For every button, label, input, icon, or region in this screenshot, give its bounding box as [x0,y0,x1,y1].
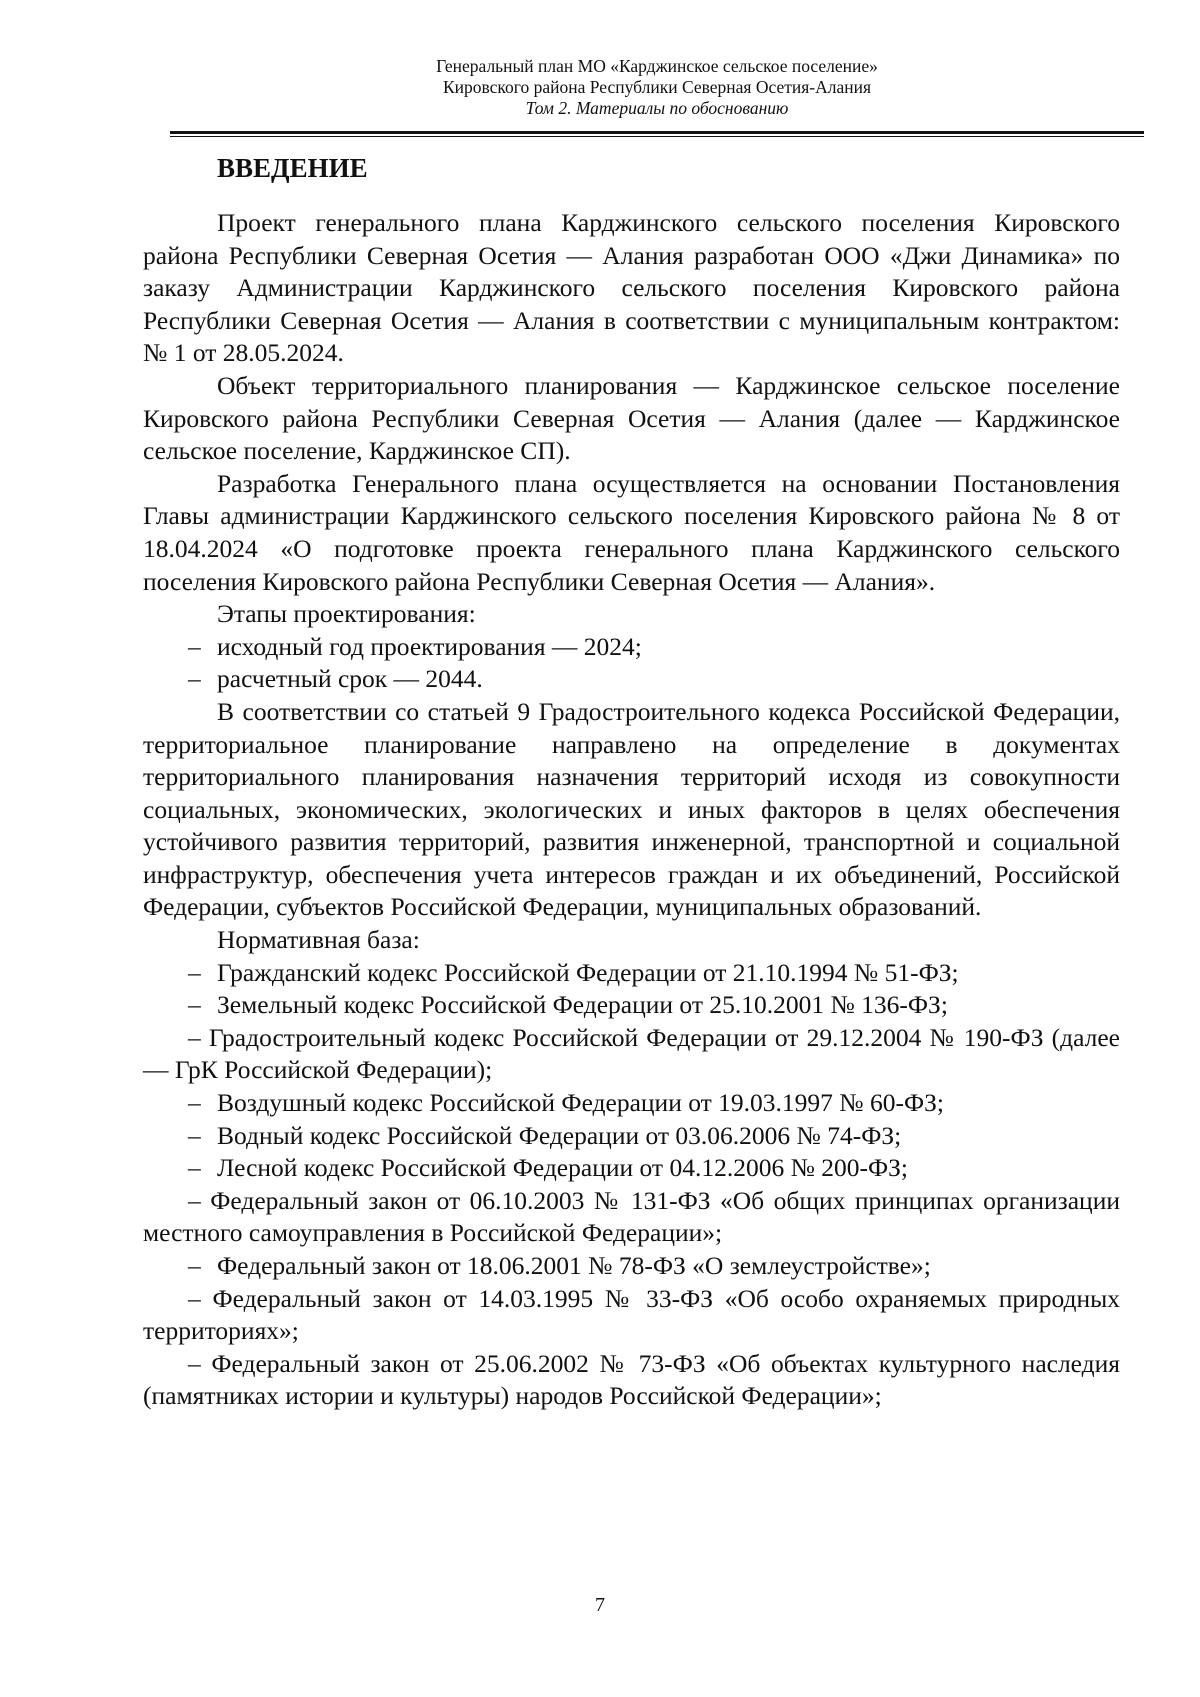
list-item-law: – Гражданский кодекс Российской Федерации от 21.10.1994 № 51-ФЗ; [143,957,1120,990]
paragraph-stages-heading: Этапы проектирования: [217,599,476,629]
paragraph-project: Проект генерального плана Карджинского сельского поселения Кировского района Республики Северная Осетия — Алания разработан ООО «Джи Динамика» по заказу Администрации Карджинского сельского поселения Кировского района Республики Северная Осетия — Алания в соответствии с муниципальным контрактом: № 1 от 28.05.2024. [143,208,1120,368]
list-item-law: – Федеральный закон от 14.03.1995 № 33-ФЗ «Об особо охраняемых природных территориях»; [143,1283,1121,1346]
page-number: 7 [595,1594,605,1616]
dash-marker: – [188,957,201,987]
page-body [143,151,1120,1413]
header-rule-thick [170,131,1144,134]
paragraph-normative-heading: Нормативная база: [217,925,420,955]
paragraph-basis: Разработка Генерального плана осуществляется на основании Постановления Главы администрации Карджинского сельского поселения Кировского района № 8 от 18.04.2024 «О подготовке проекта генерального плана Карджинского сельского поселения Кировского района Республики Северная Осетия — Алания». [143,468,1120,596]
header-line-1: Генеральный план МО «Карджинское сельское поселение» [436,56,878,76]
paragraph-planning: В соответствии со статьей 9 Градостроительного кодекса Российской Федерации, территориальное планирование направлено на определение в документах территориального планирования назначения территорий исходя из совокупности социальных, экономических, экологических и иных факторов в целях обеспечения устойчивого развития территорий, развития инженерной, транспортной и социальной инфраструктур, обеспечения учета интересов граждан и их объединений, Российской Федерации, субъектов Российской Федерации, муниципальных образований. [143,696,1120,922]
dash-marker: – [188,1251,201,1280]
header-line-2: Кировского района Республики Северная Осетия-Алания [442,77,872,97]
list-item-law: – Федеральный закон от 06.10.2003 № 131-ФЗ «Об общих принципах организации местного самоуправления в Российской Федерации»; [143,1185,1120,1248]
dash-marker: – [188,631,201,661]
list-item-law: – Воздушный кодекс Российской Федерации от 19.03.1997 № 60-ФЗ; [143,1087,1120,1120]
section-title: ВВЕДЕНИЕ [217,153,368,183]
list-item-law: – Лесной кодекс Российской Федерации от 04.12.2006 № 200-ФЗ; [143,1152,1120,1185]
list-item-law: – Водный кодекс Российской Федерации от 03.06.2006 № 74-ФЗ; [143,1120,1120,1153]
running-header [170,56,1144,119]
list-item-law: – Градостроительный кодекс Российской Федерации от 29.12.2004 № 190-ФЗ (далее — ГрК Российской Федерации); [143,1022,1121,1085]
header-rule-thin [170,136,1144,137]
list-item-law: – Федеральный закон от 18.06.2001 № 78-ФЗ «О землеустройстве»; [143,1250,1120,1283]
dash-marker: – [188,990,201,1020]
dash-marker: – [188,1283,201,1313]
dash-marker: – [188,1185,201,1215]
list-item-stage: – исходный год проектирования — 2024; [143,631,1120,664]
dash-marker: – [188,1153,201,1183]
dash-marker: – [188,1348,201,1378]
header-line-3: Том 2. Материалы по обоснованию [525,98,789,118]
list-item-law: – Земельный кодекс Российской Федерации от 25.10.2001 № 136-ФЗ; [143,989,1120,1022]
dash-marker: – [188,1088,201,1118]
list-item-stage: – расчетный срок — 2044. [143,663,1120,696]
paragraph-object: Объект территориального планирования — Карджинское сельское поселение Кировского района Республики Северная Осетия — Алания (далее — Карджинское сельское поселение, Карджинское СП). [143,370,1120,466]
dash-marker: – [188,1120,201,1150]
dash-marker: – [188,664,201,694]
dash-marker: – [188,1022,201,1052]
list-item-law: – Федеральный закон от 25.06.2002 № 73-ФЗ «Об объектах культурного наследия (памятниках истории и культуры) народов Российской Федерации»; [143,1348,1121,1411]
